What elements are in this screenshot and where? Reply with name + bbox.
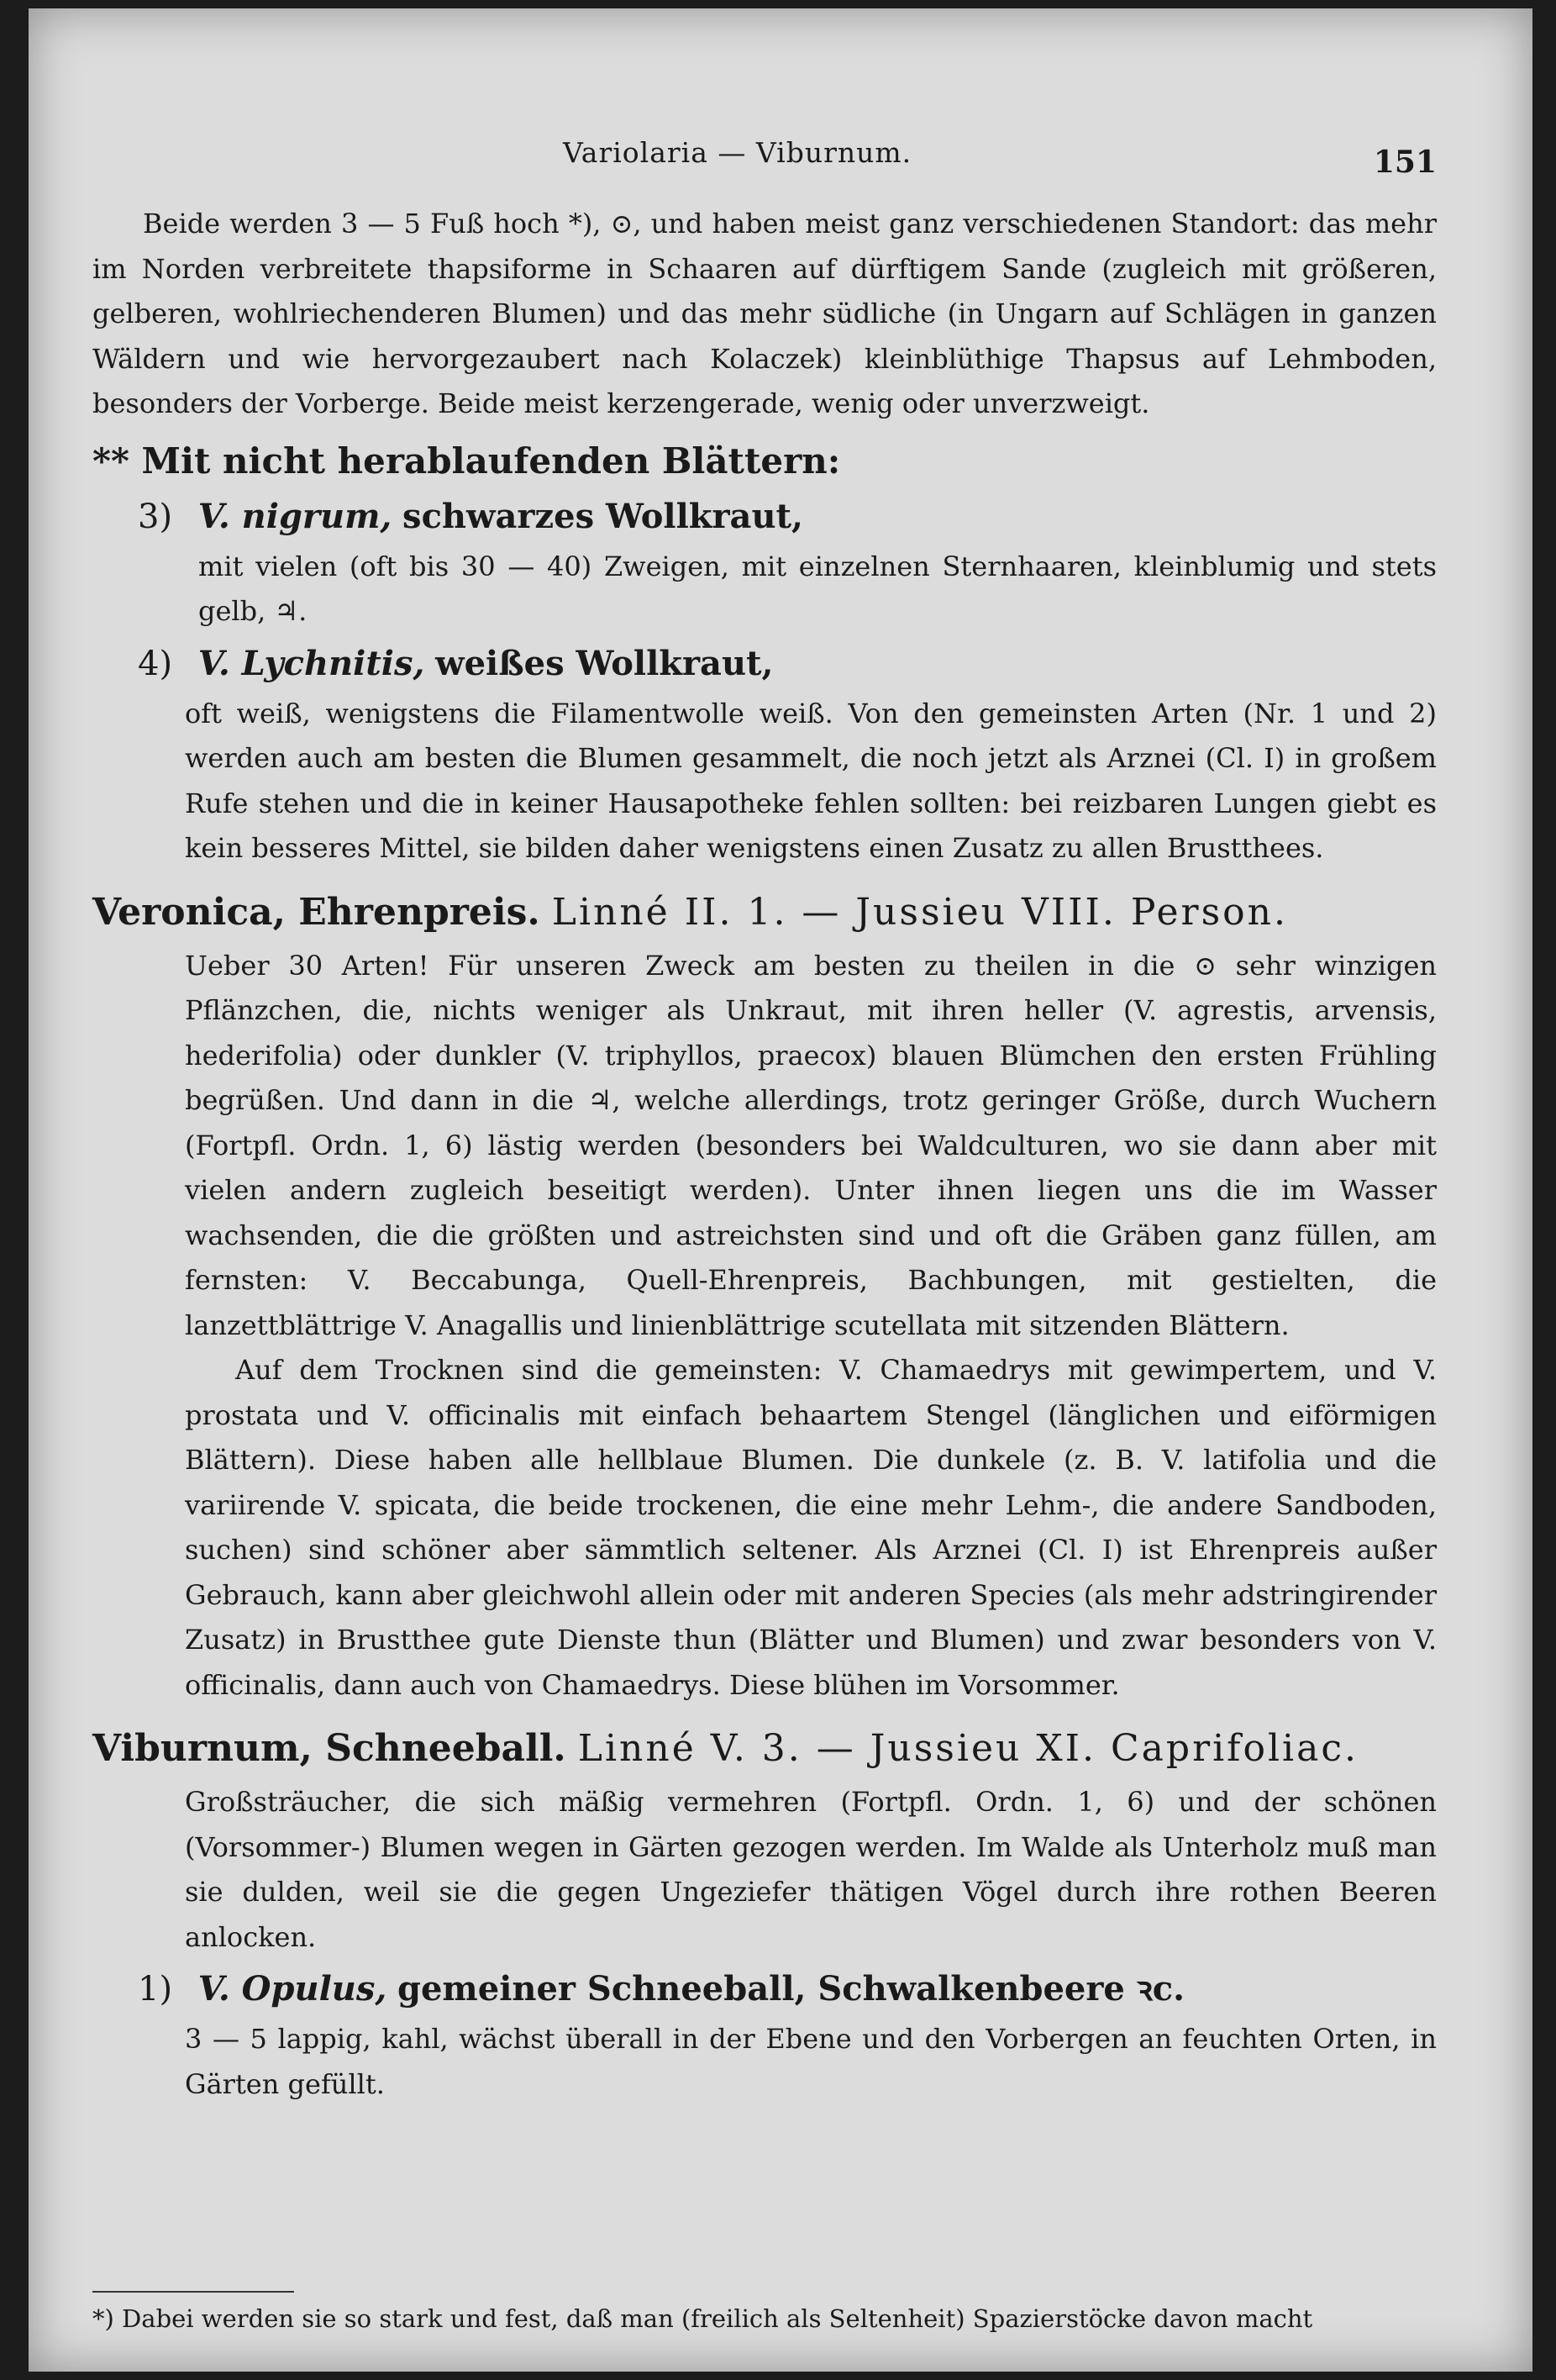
genus-heading-veronica bbox=[92, 885, 1437, 940]
paragraph-nigrum: mit vielen (oft bis 30 — 40) Zweigen, mit einzelnen Sternhaaren, kleinblumig und stets gelb, ♃. bbox=[198, 550, 1437, 627]
species-entry-3 bbox=[138, 492, 1437, 541]
genus-heading-viburnum bbox=[92, 1721, 1437, 1777]
page-header bbox=[92, 136, 1437, 187]
classification: Linné II. 1. — Jussieu VIII. Person. bbox=[551, 890, 1288, 934]
paragraph-opulus: 3 — 5 lappig, kahl, wächst überall in der Ebene und den Vorbergen an feuchten Orten, in Gärten gefüllt. bbox=[185, 2023, 1437, 2100]
german-name: weißes Wollkraut, bbox=[435, 643, 774, 683]
paragraph-verbascum-habitat: Beide werden 3 — 5 Fuß hoch *), ⊙, und haben meist ganz verschiedenen Standort: das mehr im Norden verbreitete thapsiforme in Schaaren auf dürftigem Sande (zugleich mit größeren, gelberen, wohlriechenderen Blumen) und das mehr südliche (in Ungarn auf Schlägen in ganzen Wäldern und wie hervorgezaubert nach Kolaczek) kleinblüthige Thapsus auf Lehmboden, besonders der Vorberge. Beide meist kerzengerade, wenig oder unverzweigt. bbox=[92, 208, 1437, 419]
page-body bbox=[92, 202, 1437, 2107]
latin-name: V. nigrum, bbox=[197, 496, 392, 536]
german-name: schwarzes Wollkraut, bbox=[402, 496, 803, 536]
book-page bbox=[29, 8, 1532, 2372]
latin-name: V. Opulus, bbox=[197, 1969, 387, 2009]
latin-name: V. Lychnitis, bbox=[197, 643, 425, 683]
footnote: *) Dabei werden sie so stark und fest, daß man (freilich als Seltenheit) Spazierstöcke davon macht bbox=[92, 2304, 1313, 2333]
entry-number: 3) bbox=[138, 497, 173, 536]
german-name: gemeiner Schneeball, Schwalkenbeere ꝛc. bbox=[397, 1969, 1185, 2009]
paragraph-veronica-1: Ueber 30 Arten! Für unseren Zweck am besten zu theilen in die ⊙ sehr winzigen Pflänzchen, die, nichts weniger als Unkraut, mit ihren heller (V. agrestis, arvensis, hederifolia) oder dunkler (V. triphyllos, praecox) blauen Blümchen den ersten Frühling begrüßen. Und dann in die ♃, welche allerdings, trotz geringer Größe, durch Wuchern (Fortpfl. Ordn. 1, 6) lästig werden (besonders bei Waldculturen, wo sie dann aber mit vielen andern zugleich beseitigt werden). Unter ihnen liegen uns die im Wasser wachsenden, die die größten und astreichsten sind und oft die Gräben ganz füllen, am fernsten: V. Beccabunga, Quell-Ehrenpreis, Bachbungen, mit gestielten, die lanzettblättrige V. Anagallis und linienblättrige scutellata mit sitzenden Blättern. bbox=[185, 949, 1437, 1341]
page-number: 151 bbox=[1373, 145, 1437, 180]
section-subheading: ** Mit nicht herablaufenden Blättern: bbox=[92, 440, 841, 482]
genus-name: Veronica, Ehrenpreis. bbox=[92, 890, 540, 934]
footnote-divider bbox=[92, 2291, 294, 2293]
species-entry-opulus bbox=[138, 1965, 1437, 2014]
paragraph-veronica-2: Auf dem Trocknen sind die gemeinsten: V. Chamaedrys mit gewimpertem, und V. prostata und V. officinalis mit einfach behaartem Stengel (länglichen und eiförmigen Blättern). Diese haben alle hellblaue Blumen. Die dunkele (z. B. V. latifolia und die variirende V. spicata, die beide trockenen, die eine mehr Lehm-, die andere Sandboden, suchen) sind schöner aber sämmtlich seltener. Als Arznei (Cl. I) ist Ehrenpreis außer Gebrauch, kann aber gleichwohl allein oder mit anderen Species (als mehr adstringirender Zusatz) in Brustthee gute Dienste thun (Blätter und Blumen) und zwar besonders von V. officinalis, dann auch von Chamaedrys. Diese blühen im Vorsommer. bbox=[185, 1354, 1437, 1701]
entry-number: 1) bbox=[138, 1970, 173, 2009]
paragraph-viburnum-1: Großsträucher, die sich mäßig vermehren (Fortpfl. Ordn. 1, 6) und der schönen (Vorsommer-) Blumen wegen in Gärten gezogen werden. Im Walde als Unterholz muß man sie dulden, weil sie die gegen Ungeziefer thätigen Vögel durch ihre rothen Beeren anlocken. bbox=[185, 1786, 1437, 1953]
entry-number: 4) bbox=[138, 644, 173, 683]
paragraph-lychnitis: oft weiß, wenigstens die Filamentwolle weiß. Von den gemeinsten Arten (Nr. 1 und 2) werden auch am besten die Blumen gesammelt, die noch jetzt als Arznei (Cl. I) in großem Rufe stehen und die in keiner Hausapotheke fehlen sollten: bei reizbaren Lungen giebt es kein besseres Mittel, sie bilden daher wenigstens einen Zusatz zu allen Brustthees. bbox=[185, 697, 1437, 864]
classification: Linné V. 3. — Jussieu XI. Caprifoliac. bbox=[577, 1727, 1359, 1770]
species-entry-4 bbox=[138, 640, 1437, 688]
genus-name: Viburnum, Schneeball. bbox=[92, 1727, 566, 1770]
running-head: Variolaria — Viburnum. bbox=[563, 136, 912, 169]
